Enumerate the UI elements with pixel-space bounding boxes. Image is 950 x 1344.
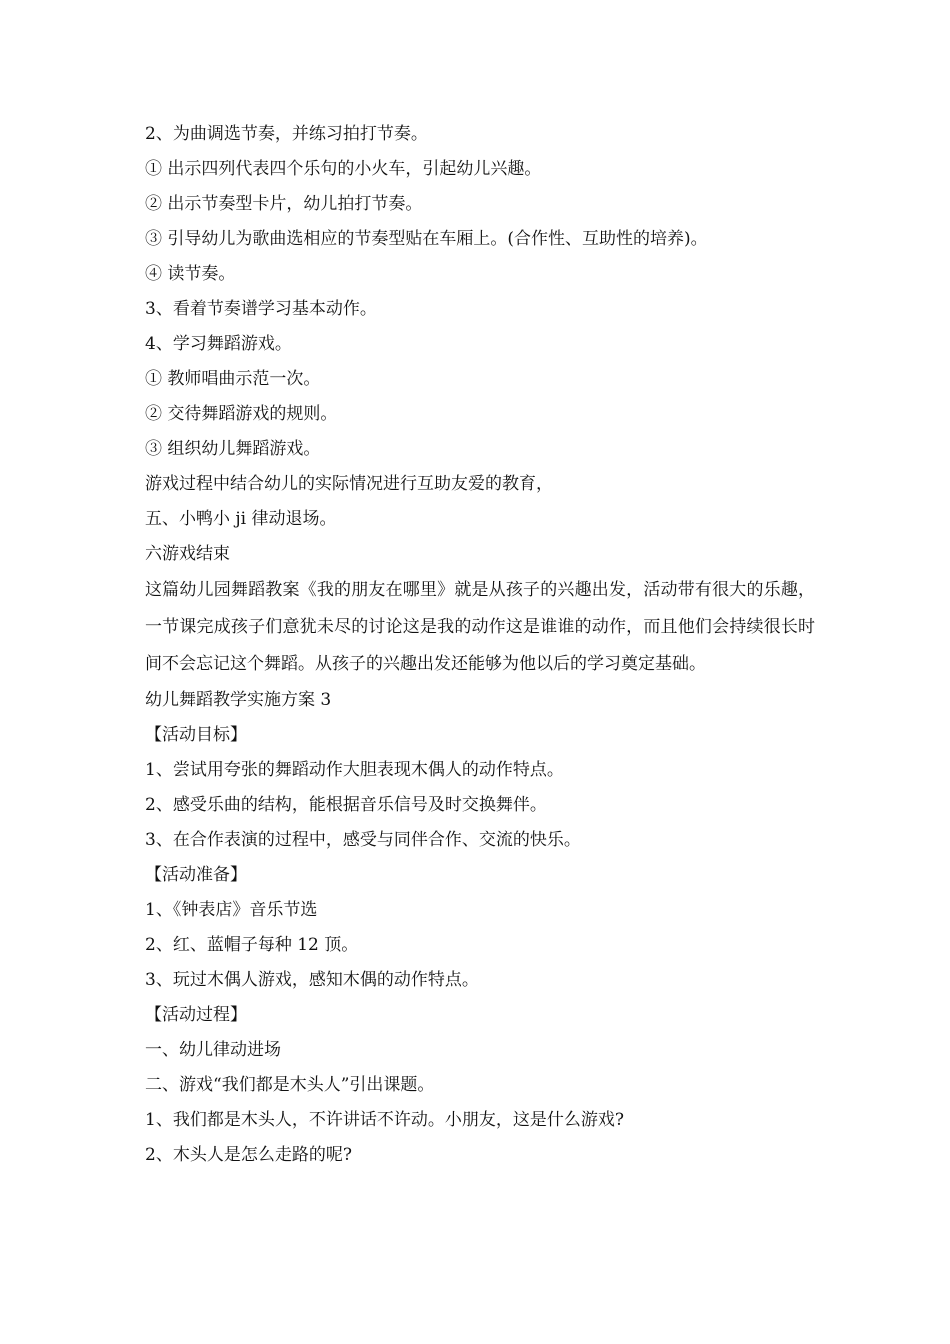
text-line: ③ 组织幼儿舞蹈游戏。 bbox=[145, 439, 321, 459]
text-line: 4、学习舞蹈游戏。 bbox=[145, 334, 292, 354]
text-line: 1、《钟表店》音乐节选 bbox=[145, 900, 318, 920]
text-line: 六游戏结束 bbox=[145, 544, 230, 564]
text-line: 2、木头人是怎么走路的呢? bbox=[145, 1145, 352, 1165]
text-line: ② 出示节奏型卡片，幼儿拍打节奏。 bbox=[145, 194, 423, 214]
text-line: 游戏过程中结合幼儿的实际情况进行互助友爱的教育， bbox=[145, 474, 553, 494]
text-line: 五、小鸭小 ji 律动退场。 bbox=[145, 509, 337, 529]
summary-paragraph: 这篇幼儿园舞蹈教案《我的朋友在哪里》就是从孩子的兴趣出发，活动带有很大的乐趣，一节课完成孩子们意犹未尽的讨论这是我的动作这是谁谁的动作，而且他们会持续很长时间不会忘记这个舞蹈。从孩子的兴趣出发还能够为他以后的学习奠定基础。 bbox=[145, 580, 815, 674]
document-body bbox=[145, 117, 815, 1173]
section-title: 幼儿舞蹈教学实施方案 3 bbox=[145, 690, 332, 710]
text-line: 2、红、蓝帽子每种 12 顶。 bbox=[145, 935, 359, 955]
text-line: 3、在合作表演的过程中，感受与同伴合作、交流的快乐。 bbox=[145, 830, 581, 850]
text-line: ① 出示四列代表四个乐句的小火车，引起幼儿兴趣。 bbox=[145, 159, 542, 179]
text-line: ③ 引导幼儿为歌曲选相应的节奏型贴在车厢上。(合作性、互助性的培养)。 bbox=[145, 229, 708, 249]
text-line: ① 教师唱曲示范一次。 bbox=[145, 369, 321, 389]
text-line: 2、感受乐曲的结构，能根据音乐信号及时交换舞伴。 bbox=[145, 795, 547, 815]
text-line: 3、看着节奏谱学习基本动作。 bbox=[145, 299, 377, 319]
text-line: 2、为曲调选节奏，并练习拍打节奏。 bbox=[145, 124, 428, 144]
text-line: 二、游戏“我们都是木头人”引出课题。 bbox=[145, 1075, 435, 1095]
text-line: ② 交待舞蹈游戏的规则。 bbox=[145, 404, 338, 424]
text-line: ④ 读节奏。 bbox=[145, 264, 236, 284]
text-line: 3、玩过木偶人游戏，感知木偶的动作特点。 bbox=[145, 970, 479, 990]
text-line: 1、我们都是木头人，不许讲话不许动。小朋友，这是什么游戏? bbox=[145, 1110, 624, 1130]
text-line: 一、幼儿律动进场 bbox=[145, 1040, 281, 1060]
section-heading: 【活动准备】 bbox=[145, 865, 247, 885]
section-heading: 【活动过程】 bbox=[145, 1005, 247, 1025]
text-line: 1、尝试用夸张的舞蹈动作大胆表现木偶人的动作特点。 bbox=[145, 760, 564, 780]
section-heading: 【活动目标】 bbox=[145, 725, 247, 745]
